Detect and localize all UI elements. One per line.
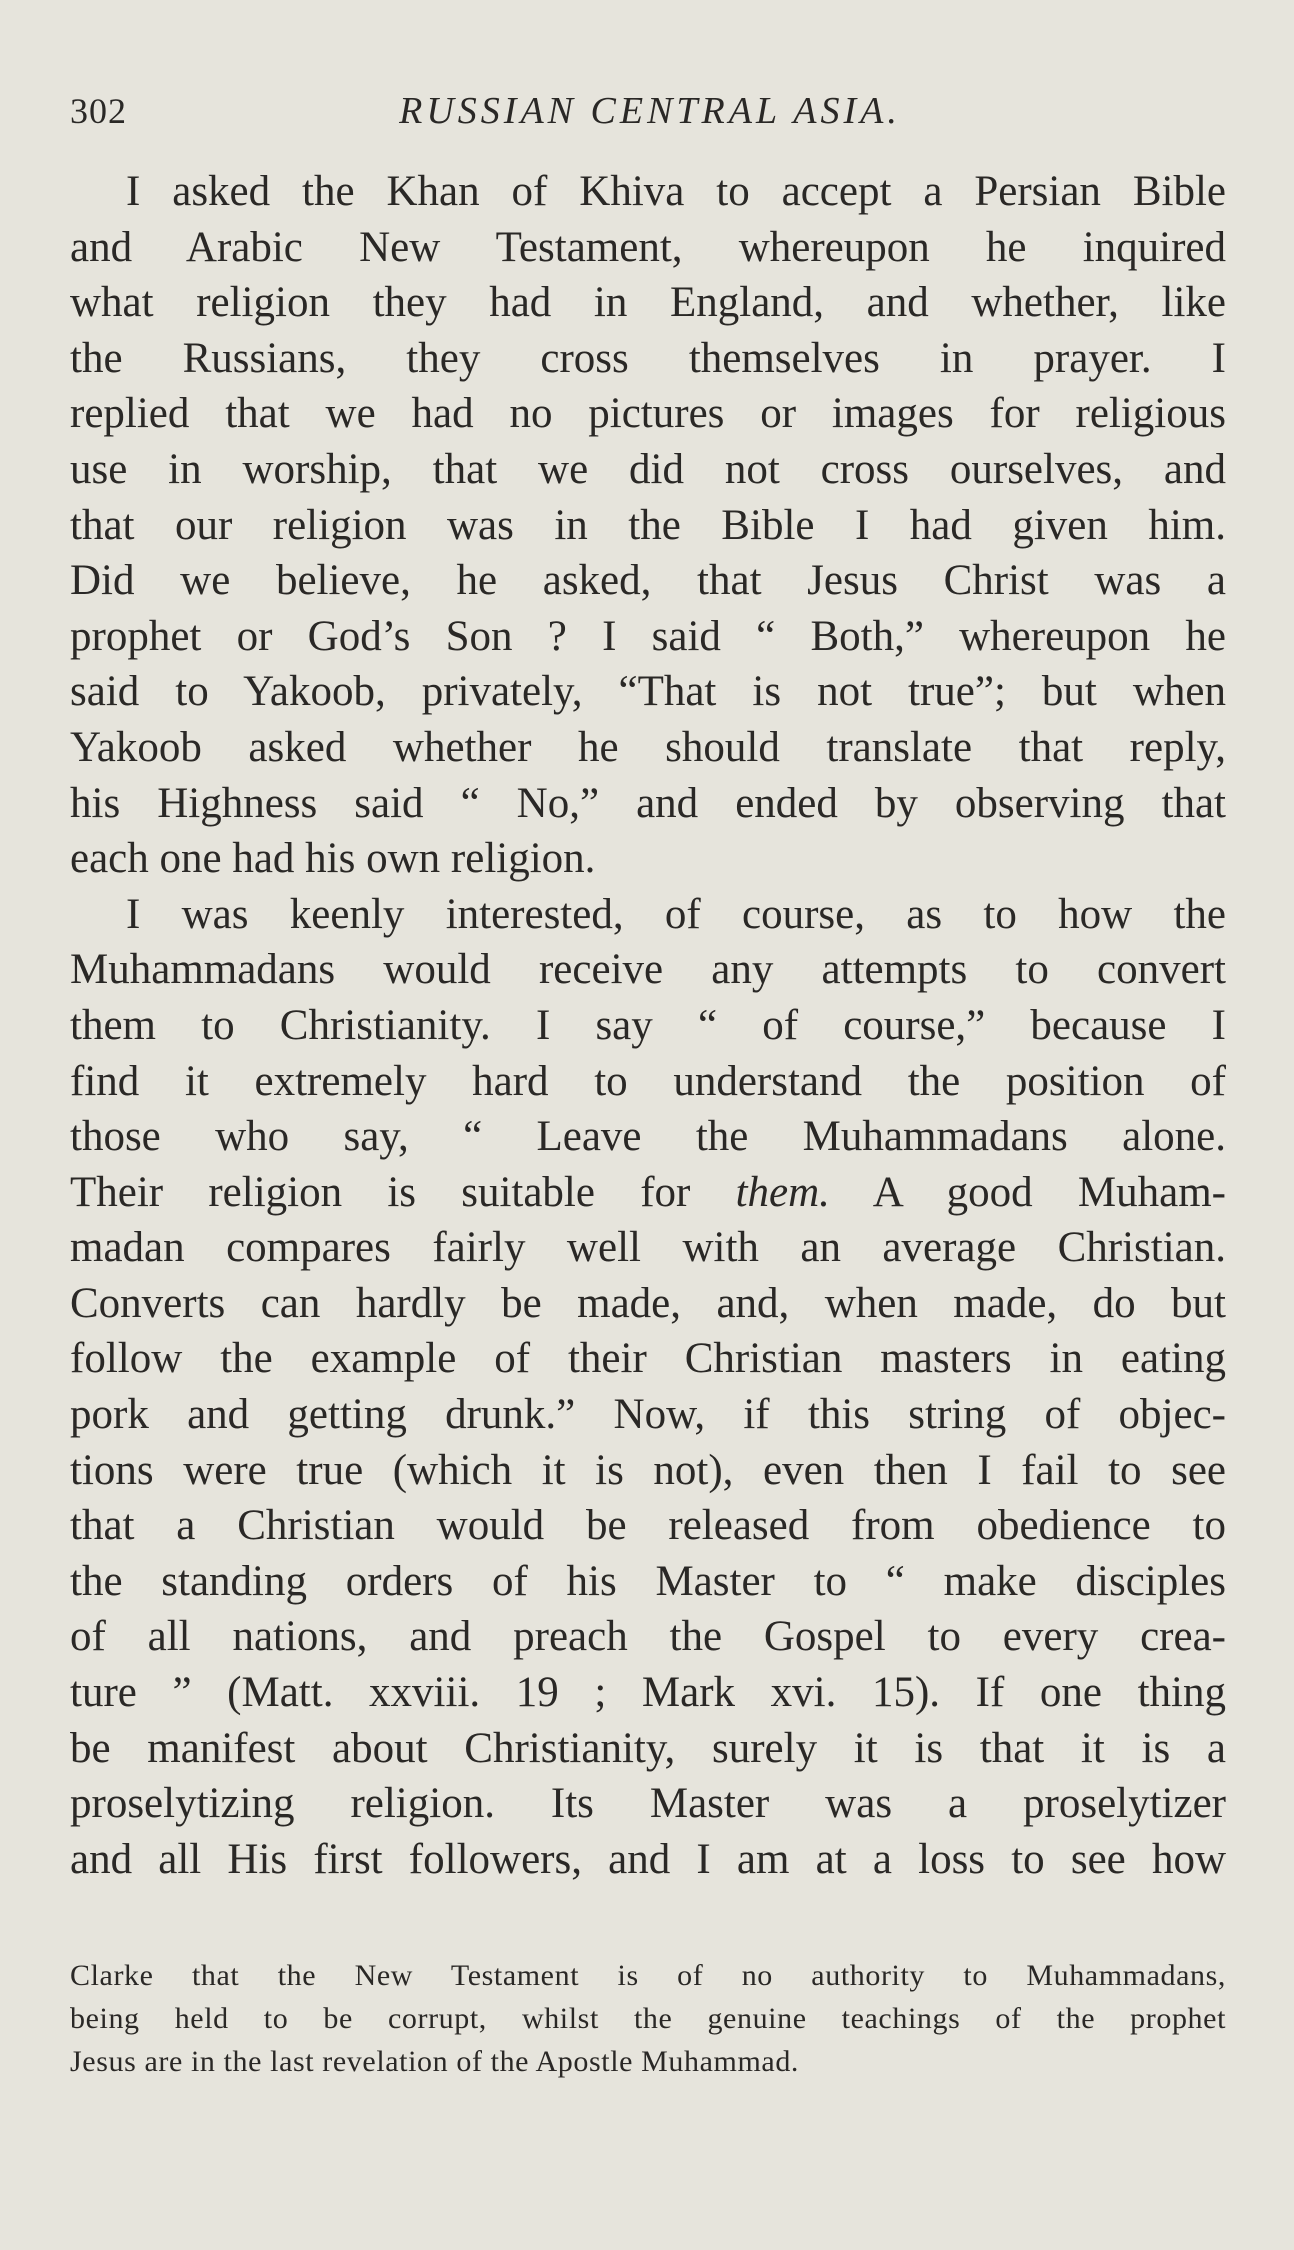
text-line: use in worship, that we did not cross ourselves, and — [70, 445, 1226, 493]
text-line: prophet or God’s Son ? I said “ Both,” whereupon he — [70, 612, 1226, 660]
text-line: said to Yakoob, privately, “That is not true”; but when — [70, 668, 1226, 716]
emphasis-text: them. — [735, 1168, 830, 1216]
footnote-line: being held to be corrupt, whilst the genuine teachings of the prophet — [70, 2002, 1226, 2035]
page-number: 302 — [70, 91, 127, 131]
text-line: find it extremely hard to understand the position of — [70, 1057, 1226, 1105]
text-line: Yakoob asked whether he should translate that reply, — [70, 723, 1226, 771]
text-line: be manifest about Christianity, surely it is that it is a — [70, 1724, 1226, 1772]
text-line: them to Christianity. I say “ of course,” because I — [70, 1001, 1226, 1049]
text-line: ture ” (Matt. xxviii. 19 ; Mark xvi. 15). If one thing — [70, 1669, 1226, 1717]
text-line: of all nations, and preach the Gospel to every crea- — [70, 1613, 1226, 1661]
text-line: what religion they had in England, and whether, like — [70, 279, 1226, 327]
paragraph-converting-muhammadans — [70, 887, 1226, 1888]
paragraph-khan-bible — [70, 164, 1226, 887]
text-line: pork and getting drunk.” Now, if this string of objec- — [70, 1391, 1226, 1439]
text-line: Did we believe, he asked, that Jesus Christ was a — [70, 557, 1226, 605]
body-text — [70, 164, 1226, 1887]
text-line: proselytizing religion. Its Master was a proselytizer — [70, 1780, 1226, 1828]
footnote-line: Jesus are in the last revelation of the Apostle Muhammad. — [70, 2045, 800, 2078]
text-line: and all His first followers, and I am at a loss to see how — [70, 1835, 1226, 1883]
text-line: madan compares fairly well with an average Christian. — [70, 1224, 1226, 1272]
running-title: RUSSIAN CENTRAL ASIA. — [399, 90, 901, 132]
text-line: Their religion is suitable for them. A good Muham- — [70, 1168, 1226, 1216]
text-line: tions were true (which it is not), even then I fail to see — [70, 1446, 1226, 1494]
footnote — [70, 1954, 1226, 2083]
text-line: the standing orders of his Master to “ make disciples — [70, 1557, 1226, 1605]
running-head — [70, 86, 1230, 136]
text-line: I asked the Khan of Khiva to accept a Persian Bible — [126, 168, 1226, 215]
text-line: I was keenly interested, of course, as to how the — [126, 890, 1226, 938]
text-line: replied that we had no pictures or images for religious — [70, 390, 1226, 438]
text-line: those who say, “ Leave the Muhammadans alone. — [70, 1113, 1226, 1161]
text-line: Converts can hardly be made, and, when made, do but — [70, 1279, 1226, 1327]
text-line: Muhammadans would receive any attempts to convert — [70, 946, 1226, 994]
text-line: each one had his own religion. — [70, 835, 596, 883]
text-line: his Highness said “ No,” and ended by observing that — [70, 779, 1226, 827]
text-line: follow the example of their Christian masters in eating — [70, 1335, 1226, 1383]
text-line: and Arabic New Testament, whereupon he inquired — [70, 223, 1226, 271]
text-line: that our religion was in the Bible I had given him. — [70, 501, 1226, 549]
text-line: that a Christian would be released from obedience to — [70, 1502, 1226, 1550]
text-line: the Russians, they cross themselves in prayer. I — [70, 334, 1226, 382]
footnote-line: Clarke that the New Testament is of no authority to Muhammadans, — [70, 1959, 1226, 1992]
